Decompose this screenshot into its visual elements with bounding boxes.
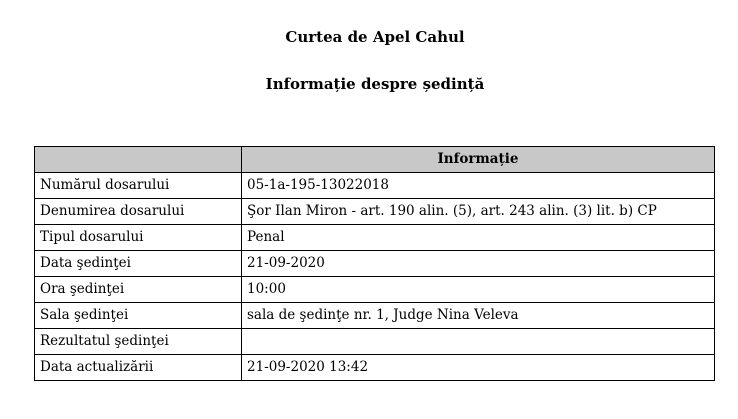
row-value: 21-09-2020 13:42 (242, 355, 715, 381)
hearing-info-table (34, 146, 715, 381)
table-row-hearing-time (35, 277, 715, 303)
table-row-hearing-room (35, 303, 715, 329)
page-title: Informație despre ședință (265, 75, 485, 93)
row-label: Ora şedinţei (35, 277, 242, 303)
row-label: Data actualizării (35, 355, 242, 381)
table-row-hearing-result (35, 329, 715, 355)
row-label: Rezultatul şedinţei (35, 329, 242, 355)
row-label: Sala şedinţei (35, 303, 242, 329)
table-header-row (35, 147, 715, 173)
court-name: Curtea de Apel Cahul (285, 28, 465, 46)
row-value: 21-09-2020 (242, 251, 715, 277)
table-row-updated-date (35, 355, 715, 381)
row-value: 10:00 (242, 277, 715, 303)
row-value: Şor Ilan Miron - art. 190 alin. (5), art. 243 alin. (3) lit. b) CP (242, 199, 715, 225)
row-value: sala de şedinţe nr. 1, Judge Nina Veleva (242, 303, 715, 329)
row-value (242, 329, 715, 355)
table-row-case-type (35, 225, 715, 251)
row-value: Penal (242, 225, 715, 251)
header-blank-cell (35, 147, 242, 173)
row-label: Data şedinţei (35, 251, 242, 277)
header-info-cell: Informație (242, 147, 715, 173)
row-label: Tipul dosarului (35, 225, 242, 251)
table-row-hearing-date (35, 251, 715, 277)
table-row-case-name (35, 199, 715, 225)
row-label: Denumirea dosarului (35, 199, 242, 225)
row-label: Numărul dosarului (35, 173, 242, 199)
row-value: 05-1a-195-13022018 (242, 173, 715, 199)
table-row-case-number (35, 173, 715, 199)
